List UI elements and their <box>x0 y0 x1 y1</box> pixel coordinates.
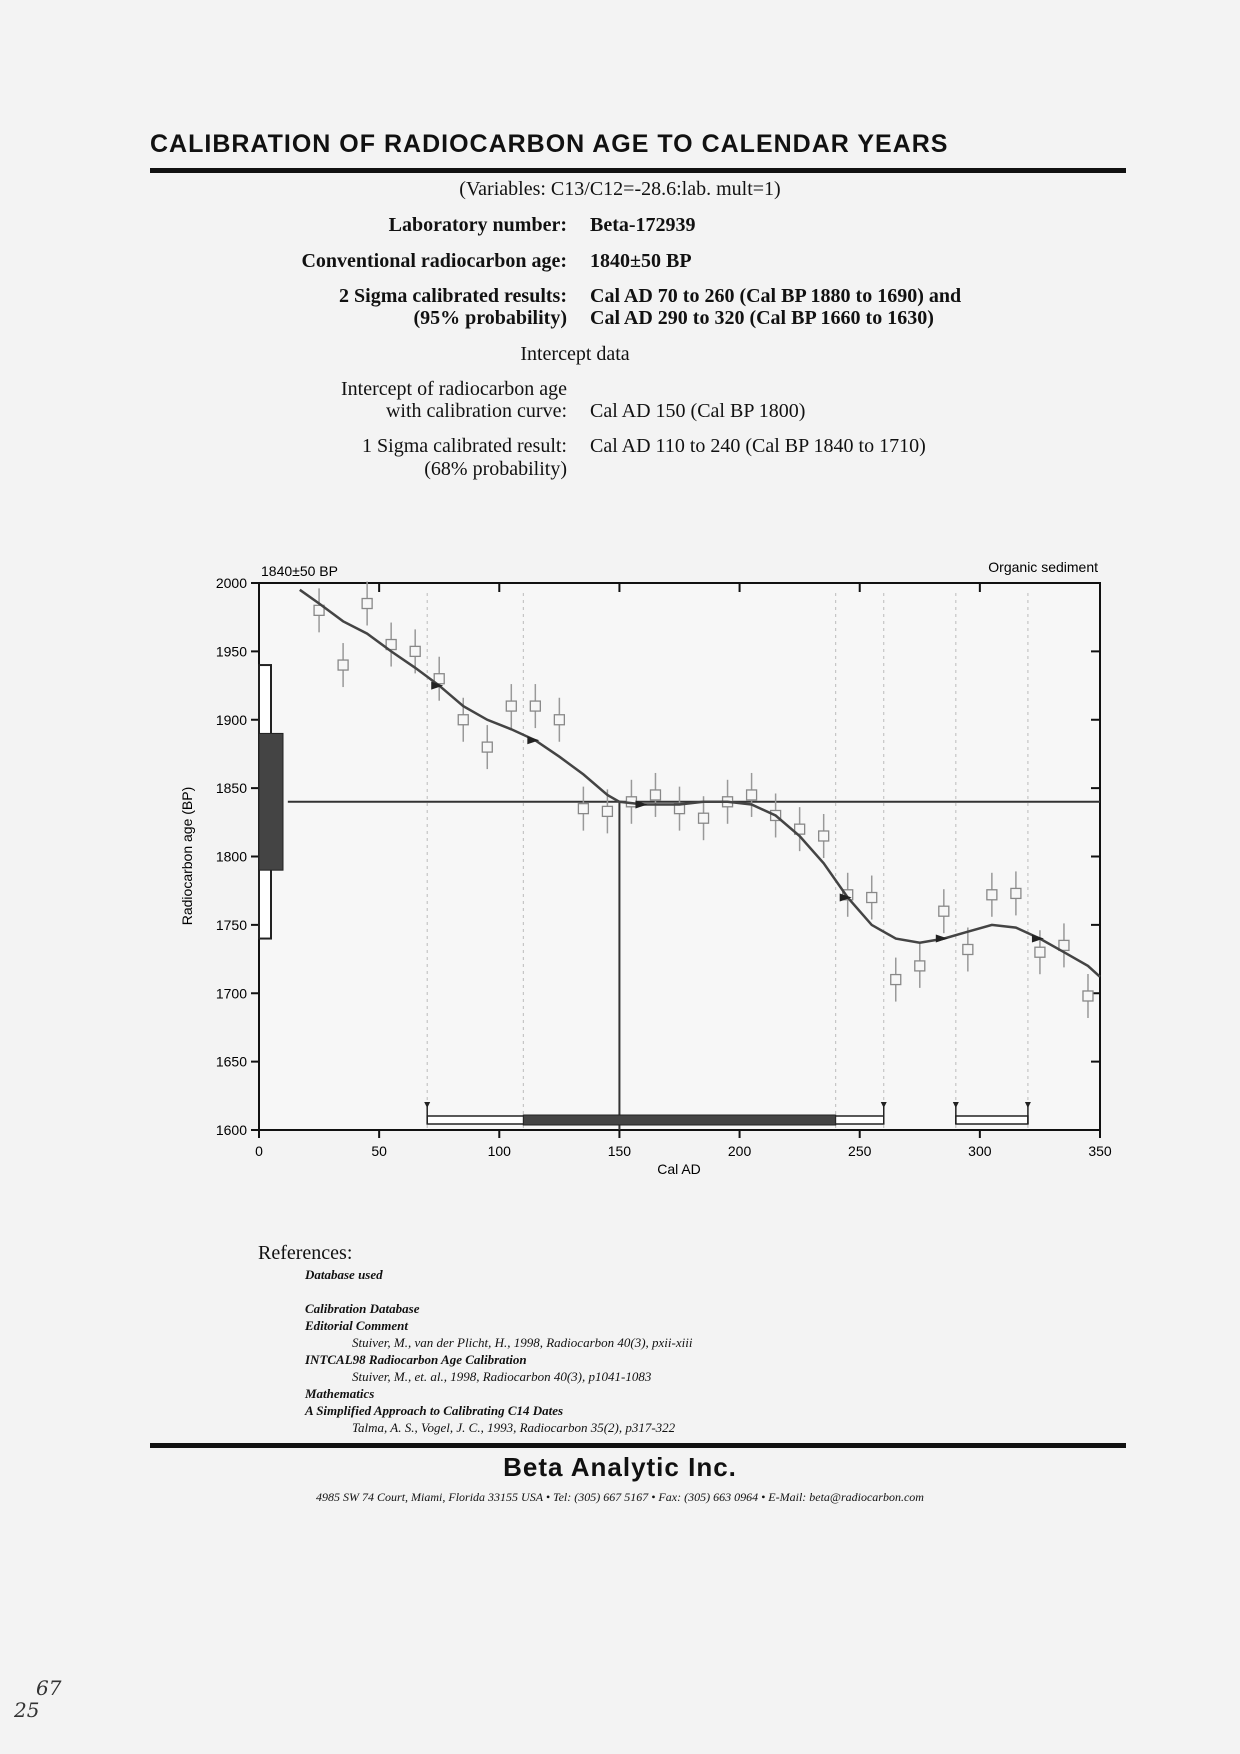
data-point <box>650 790 660 800</box>
chart-measured-label: 1840±50 BP <box>261 563 338 579</box>
intercept-value: Cal AD 150 (Cal BP 1800) <box>590 400 806 422</box>
one-sigma-result: Cal AD 110 to 240 (Cal BP 1840 to 1710) <box>590 435 926 457</box>
x-tick-label: 250 <box>848 1143 872 1159</box>
data-point <box>987 890 997 900</box>
intercept-label-1: Intercept of radiocarbon age <box>341 378 567 400</box>
one-sigma-label: 1 Sigma calibrated result: <box>362 435 567 457</box>
lab-number-label: Laboratory number: <box>388 214 567 236</box>
data-point <box>578 804 588 814</box>
two-sigma-probability: (95% probability) <box>413 307 567 329</box>
y-tick-label: 1900 <box>215 711 247 728</box>
one-sigma-age-bar <box>259 733 283 870</box>
data-point <box>747 790 757 800</box>
data-point <box>891 975 901 985</box>
data-point <box>482 742 492 752</box>
reference-line: Talma, A. S., Vogel, J. C., 1993, Radiocarbon 35(2), p317-322 <box>352 1420 676 1435</box>
x-axis-label: Cal AD <box>657 1161 701 1177</box>
lab-number-value: Beta-172939 <box>590 214 696 236</box>
header-rule <box>150 168 1126 173</box>
two-sigma-result-1: Cal AD 70 to 260 (Cal BP 1880 to 1690) and <box>590 285 962 307</box>
plot-frame <box>259 583 1100 1130</box>
data-point <box>362 599 372 609</box>
one-sigma-range-bar <box>523 1115 835 1125</box>
y-tick-label: 1650 <box>215 1053 247 1070</box>
x-tick-label: 100 <box>487 1143 511 1159</box>
reference-line: Database used <box>305 1267 383 1282</box>
reference-line: INTCAL98 Radiocarbon Age Calibration <box>305 1352 527 1367</box>
data-point <box>1035 947 1045 957</box>
reference-line: Stuiver, M., van der Plicht, H., 1998, Radiocarbon 40(3), pxii-xiii <box>352 1335 693 1350</box>
data-point <box>458 715 468 725</box>
y-tick-label: 1700 <box>215 985 247 1002</box>
variables-line: (Variables: C13/C12=-28.6:lab. mult=1) <box>459 178 781 200</box>
company-address: 4985 SW 74 Court, Miami, Florida 33155 USA • Tel: (305) 667 5167 • Fax: (305) 663 0964 • E-Mail: beta@radiocarbon.com <box>316 1490 924 1504</box>
data-point <box>819 831 829 841</box>
data-point <box>530 701 540 711</box>
data-point <box>410 646 420 656</box>
intercept-heading: Intercept data <box>520 343 630 365</box>
report-title: CALIBRATION OF RADIOCARBON AGE TO CALENDAR YEARS <box>150 130 949 158</box>
references-heading: References: <box>258 1242 353 1264</box>
data-point <box>867 893 877 903</box>
data-point <box>1083 991 1093 1001</box>
data-point <box>915 961 925 971</box>
reference-line: A Simplified Approach to Calibrating C14 Dates <box>305 1403 564 1418</box>
data-point <box>338 660 348 670</box>
data-point <box>939 906 949 916</box>
x-tick-label: 300 <box>968 1143 992 1159</box>
y-tick-label: 1600 <box>215 1122 247 1138</box>
reference-line: Editorial Comment <box>305 1318 408 1333</box>
two-sigma-label: 2 Sigma calibrated results: <box>339 285 567 307</box>
y-tick-label: 1750 <box>215 916 247 933</box>
reference-line: Mathematics <box>305 1386 375 1401</box>
x-tick-label: 350 <box>1088 1143 1112 1159</box>
intercept-label-2: with calibration curve: <box>385 400 567 422</box>
one-sigma-probability: (68% probability) <box>424 458 567 480</box>
two-sigma-result-2: Cal AD 290 to 320 (Cal BP 1660 to 1630) <box>590 307 934 329</box>
chart-sample-type: Organic sediment <box>988 559 1098 575</box>
x-tick-label: 0 <box>255 1143 263 1159</box>
reference-line: Stuiver, M., et. al., 1998, Radiocarbon 40(3), p1041-1083 <box>352 1369 652 1384</box>
conventional-age-value: 1840±50 BP <box>590 250 692 272</box>
x-tick-label: 150 <box>607 1143 632 1159</box>
reference-line: Calibration Database <box>305 1301 420 1316</box>
x-tick-label: 50 <box>371 1143 387 1159</box>
handwritten-note: 67 <box>36 1676 62 1700</box>
y-tick-label: 1950 <box>215 643 247 660</box>
x-tick-label: 200 <box>727 1143 752 1159</box>
calibration-chart <box>170 550 1130 1190</box>
company-name: Beta Analytic Inc. <box>503 1452 737 1482</box>
two-sigma-range-bar <box>956 1116 1028 1124</box>
data-point <box>554 715 564 725</box>
y-tick-label: 1800 <box>215 848 247 865</box>
conventional-age-label: Conventional radiocarbon age: <box>301 250 567 272</box>
data-point <box>602 806 612 816</box>
y-axis-label: Radiocarbon age (BP) <box>179 786 195 926</box>
data-point <box>963 944 973 954</box>
data-point <box>1011 888 1021 898</box>
data-point <box>699 813 709 823</box>
footer-rule <box>150 1443 1126 1448</box>
handwritten-note: 25 <box>14 1698 40 1722</box>
y-tick-label: 2000 <box>215 575 247 591</box>
data-point <box>506 701 516 711</box>
y-tick-label: 1850 <box>215 780 247 797</box>
